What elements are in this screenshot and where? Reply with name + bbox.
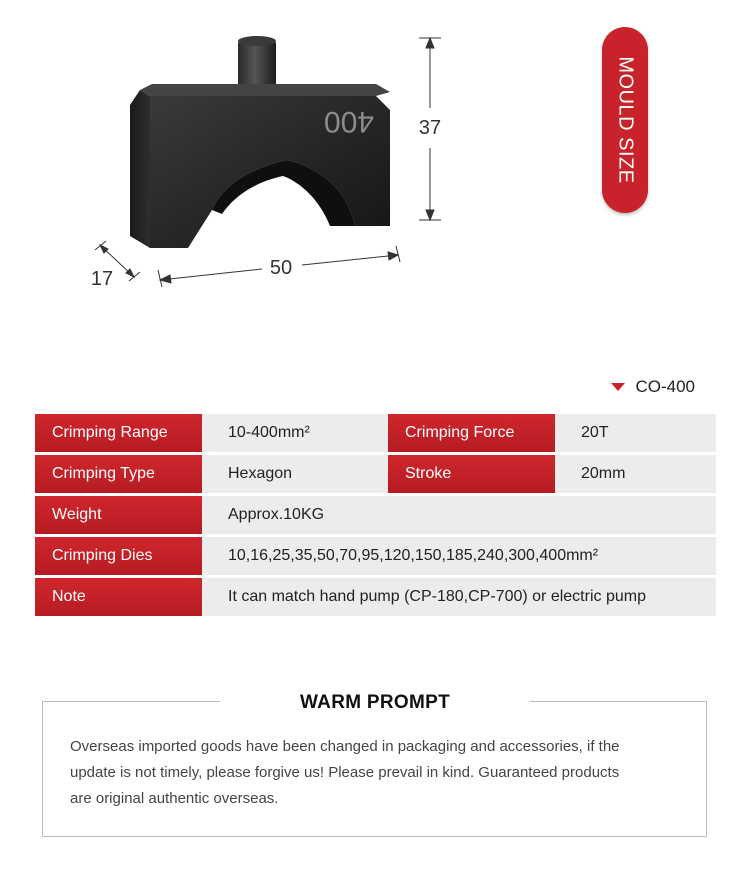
spec-label: Crimping Force: [388, 414, 555, 452]
model-name: CO-400: [635, 377, 695, 396]
spec-value: 10,16,25,35,50,70,95,120,150,185,240,300,400mm²: [228, 547, 599, 564]
table-row: [35, 496, 716, 534]
warm-prompt-header: [220, 690, 530, 716]
height-value: 37: [418, 117, 442, 139]
warm-prompt-line: are original authentic overseas.: [70, 790, 279, 807]
warm-prompt-line: Overseas imported goods have been changed in packaging and accessories, if the: [70, 738, 620, 755]
table-row: [35, 414, 716, 452]
spec-label: Weight: [35, 496, 202, 534]
mould-size-badge: [602, 27, 648, 213]
triangle-down-icon: [611, 383, 625, 391]
table-row: [35, 455, 716, 493]
spec-value: Approx.10KG: [228, 506, 325, 523]
warm-prompt-text: [70, 734, 690, 812]
spec-table: [35, 414, 716, 619]
model-label: [611, 377, 695, 397]
spec-label: Stroke: [388, 455, 555, 493]
spec-value: 10-400mm²: [228, 424, 310, 441]
spec-label: Crimping Range: [35, 414, 202, 452]
spec-label: Crimping Dies: [35, 537, 202, 575]
table-row: [35, 578, 716, 616]
spec-label: Crimping Type: [35, 455, 202, 493]
warm-prompt-line: update is not timely, please forgive us! Please prevail in kind. Guaranteed products: [70, 764, 620, 781]
spec-value: It can match hand pump (CP-180,CP-700) or electric pump: [228, 588, 646, 605]
table-row: [35, 537, 716, 575]
spec-label: Note: [35, 578, 202, 616]
spec-value: 20mm: [581, 465, 626, 482]
spec-value: Hexagon: [228, 465, 293, 482]
warm-prompt-title: WARM PROMPT: [299, 692, 450, 713]
depth-value: 17: [90, 268, 114, 290]
width-value: 50: [269, 257, 293, 279]
spec-value: 20T: [581, 424, 609, 441]
die-engraving: 400: [323, 105, 375, 138]
mould-size-label: MOULD SIZE: [614, 56, 637, 184]
